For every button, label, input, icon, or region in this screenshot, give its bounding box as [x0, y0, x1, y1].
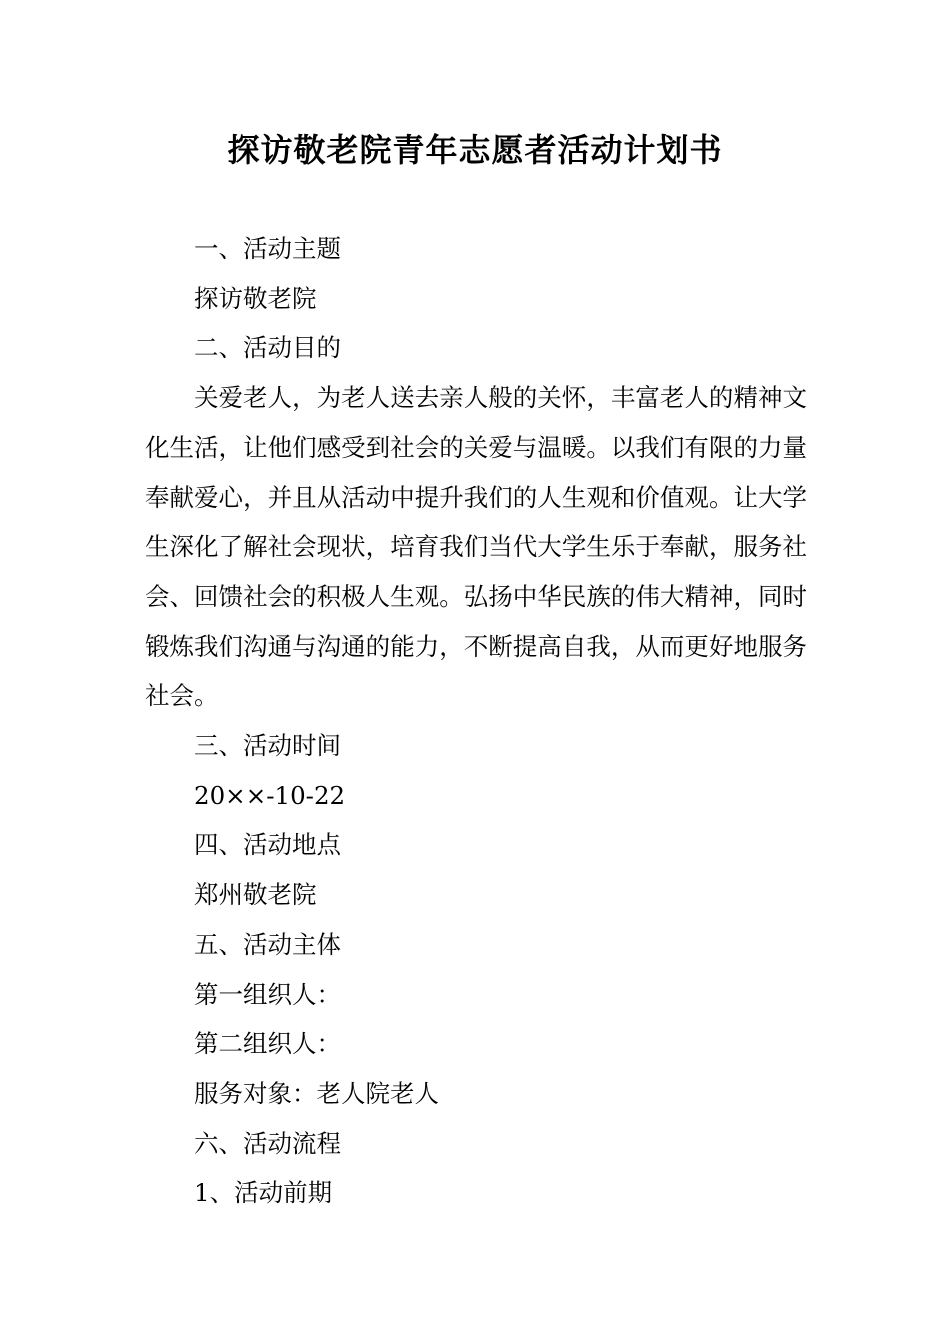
heading-activity-location: 四、活动地点: [194, 830, 341, 860]
heading-activity-process: 六、活动流程: [194, 1128, 341, 1158]
heading-activity-subject: 五、活动主体: [194, 929, 341, 959]
heading-activity-theme: 一、活动主题: [194, 234, 341, 263]
paragraph-purpose: 关爱老人，为老人送去亲人般的关怀，丰富老人的精神文化生活，让他们感受到社会的关爱与温暖。以我们有限的力量奉献爱心，并且从活动中提升我们的人生观和价值观。让大学生深化了解社会现状，培育我们当代大学生乐于奉献，服务社会、回馈社会的积极人生观。弘扬中华民族的伟大精神，同时锻炼我们沟通与沟通的能力，不断提高自我，从而更好地服务社会。: [145, 383, 807, 711]
paragraph-first-organizer: 第一组织人：: [194, 979, 341, 1009]
heading-activity-time: 三、活动时间: [194, 731, 341, 761]
heading-activity-purpose: 二、活动目的: [194, 333, 341, 363]
paragraph-process-stage-1: 1、活动前期: [194, 1178, 333, 1208]
paragraph-second-organizer: 第二组织人：: [194, 1029, 341, 1059]
paragraph-service-target: 服务对象：老人院老人: [194, 1078, 439, 1108]
paragraph-location: 郑州敬老院: [194, 880, 317, 910]
document-body: [145, 224, 807, 1218]
paragraph-theme: 探访敬老院: [194, 283, 317, 313]
document-title: 探访敬老院青年志愿者活动计划书: [227, 131, 723, 169]
paragraph-time: 20××-10-22: [194, 780, 346, 810]
